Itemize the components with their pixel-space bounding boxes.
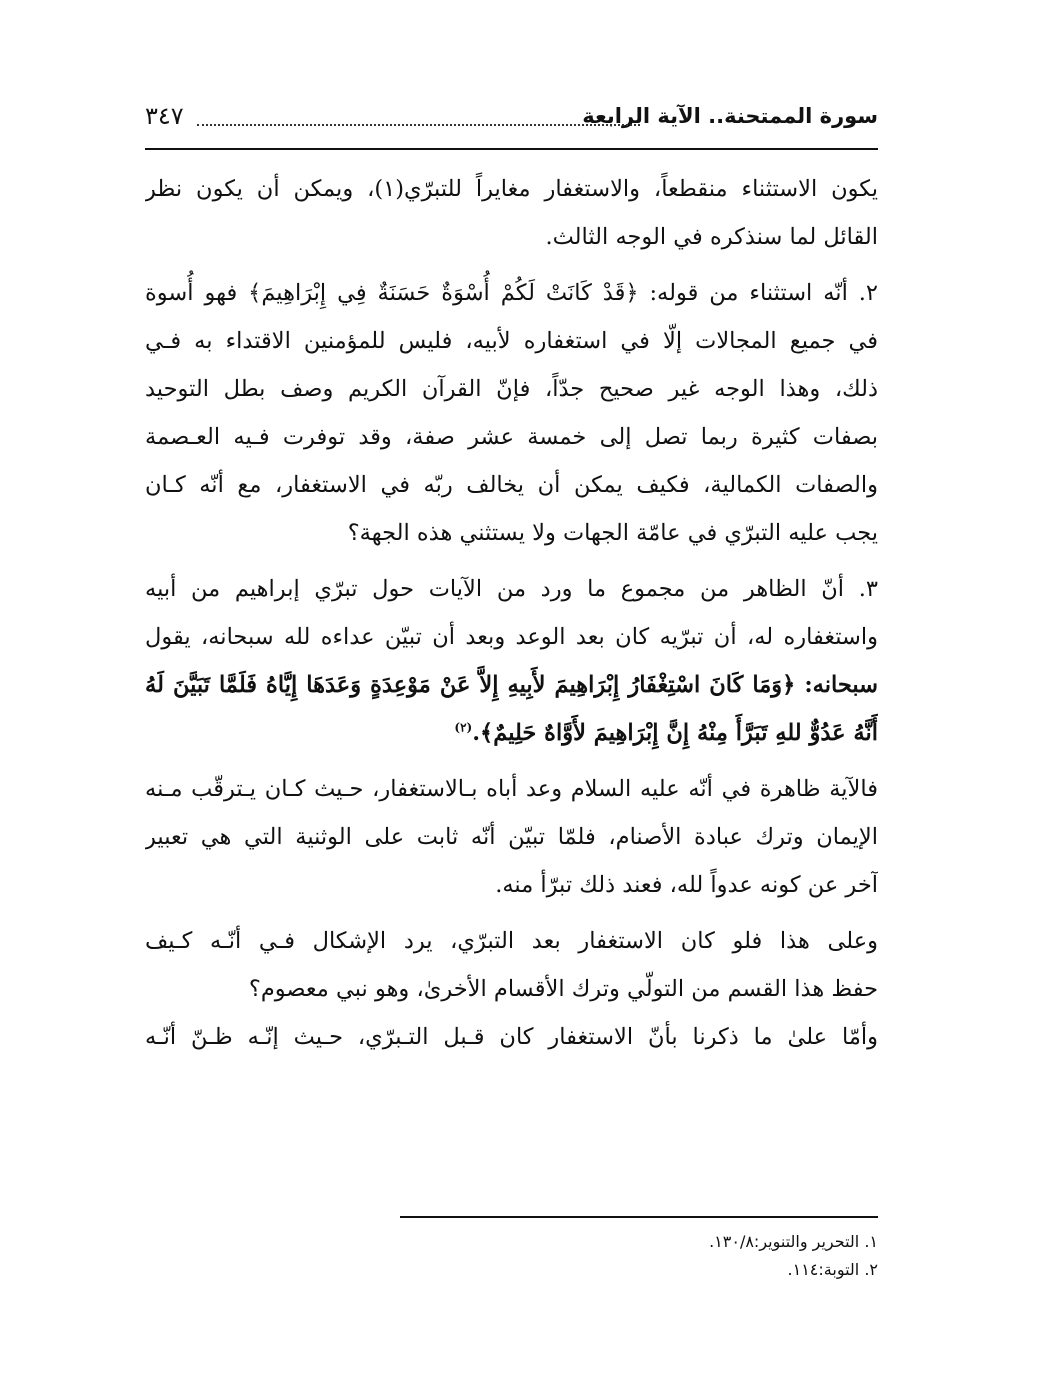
page-number: ٣٤٧ — [145, 102, 184, 130]
header-rule — [145, 148, 878, 150]
footnote-marker-1: (١) — [374, 176, 405, 202]
text-line: يجب عليه التبرّي في عامّة الجهات ولا يستثني هذه الجهة؟ — [347, 520, 878, 546]
running-header — [145, 100, 878, 140]
footnotes — [400, 1228, 878, 1284]
header-dot-leader — [197, 124, 640, 126]
footnote-marker: (٢) — [454, 720, 473, 735]
quran-verse-line: سبحانه: ﴿وَمَا كَانَ اسْتِغْفَارُ إِبْرَاهِيمَ لأَبِيهِ إِلاَّ عَنْ مَوْعِدَةٍ وَعَدَهَا إِيَّاهُ فَلَمَّا تَبَيَّنَ لَهُ — [145, 672, 878, 698]
text-line: ٢. أنّه استثناء من قوله: ﴿قَدْ كَانَتْ لَكُمْ أُسْوَةٌ حَسَنَةٌ فِي إِبْرَاهِيمَ﴾ فهو أُسوة — [145, 280, 878, 306]
text-line: واستغفاره له، أن تبرّيه كان بعد الوعد وبعد أن تبيّن عداءه لله سبحانه، يقول — [145, 624, 878, 650]
text-line: ٣. أنّ الظاهر من مجموع ما ورد من الآيات حول تبرّي إبراهيم من أبيه — [145, 576, 878, 602]
text-line: وأمّا علىٰ ما ذكرنا بأنّ الاستغفار كان قـبل التـبرّي، حـيث إنّـه ظـنّ أنّـه — [145, 1024, 878, 1050]
text-line: بصفات كثيرة ربما تصل إلى خمسة عشر صفة، وقد توفرت فـيه العـصمة — [145, 424, 878, 450]
header-title: سورة الممتحنة.. الآية الرابعة — [582, 104, 878, 128]
quran-verse-line: أَنَّهُ عَدُوٌّ للهِ تَبَرَّأَ مِنْهُ إِنَّ إِبْرَاهِيمَ لأَوَّاهٌ حَلِيمٌ﴾.$^{(٢)}$ — [454, 720, 878, 746]
text-line: الإيمان وترك عبادة الأصنام، فلمّا تبيّن أنّه ثابت على الوثنية التي هي تعبير — [145, 824, 878, 850]
text-line: القائل لما سنذكره في الوجه الثالث. — [545, 224, 878, 250]
text-line: آخر عن كونه عدواً لله، فعند ذلك تبرّأ منه. — [495, 872, 878, 898]
text-line: حفظ هذا القسم من التولّي وترك الأقسام الأخرىٰ، وهو نبي معصوم؟ — [248, 976, 878, 1002]
footnote-rule — [400, 1216, 878, 1218]
text-line: يكون الاستثناء منقطعاً، والاستغفار مغايراً للتبرّي(١)، ويمكن أن يكون نظر — [145, 176, 878, 202]
text-line: ذلك، وهذا الوجه غير صحيح جدّاً، فإنّ القرآن الكريم وصف بطل التوحيد — [145, 376, 878, 402]
text-line: في جميع المجالات إلّا في استغفاره لأبيه، فليس للمؤمنين الاقتداء به فـي — [145, 328, 878, 354]
main-text — [145, 165, 878, 1061]
footnote-1: ١. التحرير والتنوير:١٣٠/٨. — [709, 1232, 878, 1251]
text-line: وعلى هذا فلو كان الاستغفار بعد التبرّي، يرد الإشكال فـي أنّـه كـيف — [145, 928, 878, 954]
footnote-2: ٢. التوبة:١١٤. — [787, 1260, 878, 1279]
text-line: والصفات الكمالية، فكيف يمكن أن يخالف ربّه في الاستغفار، مع أنّه كـان — [145, 472, 878, 498]
text-line: فالآية ظاهرة في أنّه عليه السلام وعد أباه بـالاستغفار، حـيث كـان يـترقّب مـنه — [145, 776, 878, 802]
